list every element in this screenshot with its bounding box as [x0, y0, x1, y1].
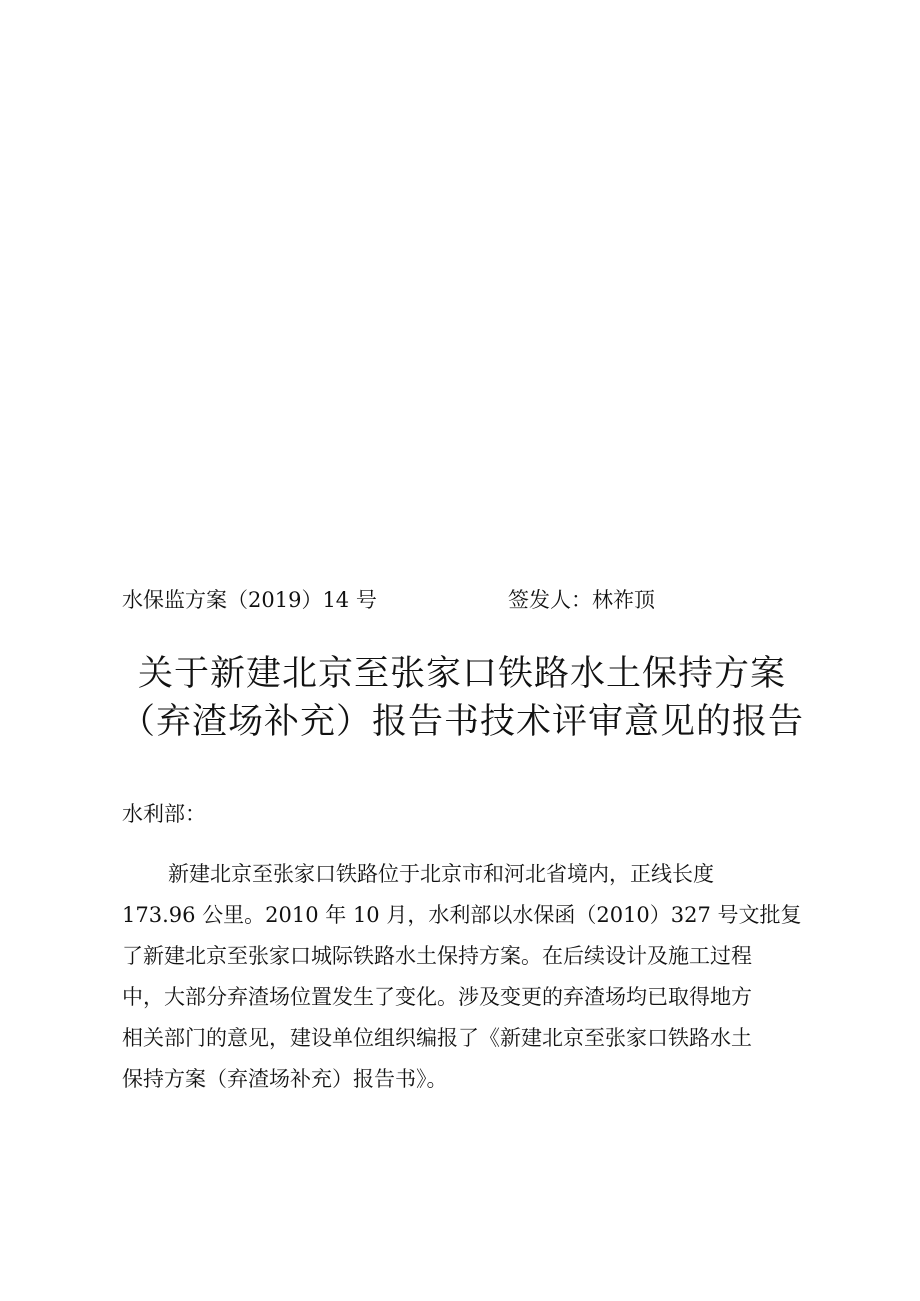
body-line: 相关部门的意见，建设单位组织编报了《新建北京至张家口铁路水土 — [122, 1026, 752, 1050]
document-title — [112, 650, 812, 746]
addressee: 水利部： — [122, 802, 206, 826]
signer: 签发人：林祚顶 — [508, 588, 655, 612]
body-line: 173.96 公里。2010 年 10 月，水利部以水保函（2010）327 号文批复 — [122, 903, 802, 927]
body-line: 保持方案（弃渣场补充）报告书》。 — [122, 1067, 448, 1091]
title-line-2: （弃渣场补充）报告书技术评审意见的报告 — [119, 702, 804, 742]
body-line: 中，大部分弃渣场位置发生了变化。涉及变更的弃渣场均已取得地方 — [122, 985, 752, 1009]
body-line: 新建北京至张家口铁路位于北京市和河北省境内，正线长度 — [168, 862, 714, 886]
body-line: 了新建北京至张家口城际铁路水土保持方案。在后续设计及施工过程 — [122, 944, 752, 968]
document-header — [122, 584, 802, 616]
body-paragraph — [122, 854, 812, 1100]
document-number: 水保监方案（2019）14 号 — [122, 588, 377, 612]
title-line-1: 关于新建北京至张家口铁路水土保持方案 — [137, 654, 786, 694]
